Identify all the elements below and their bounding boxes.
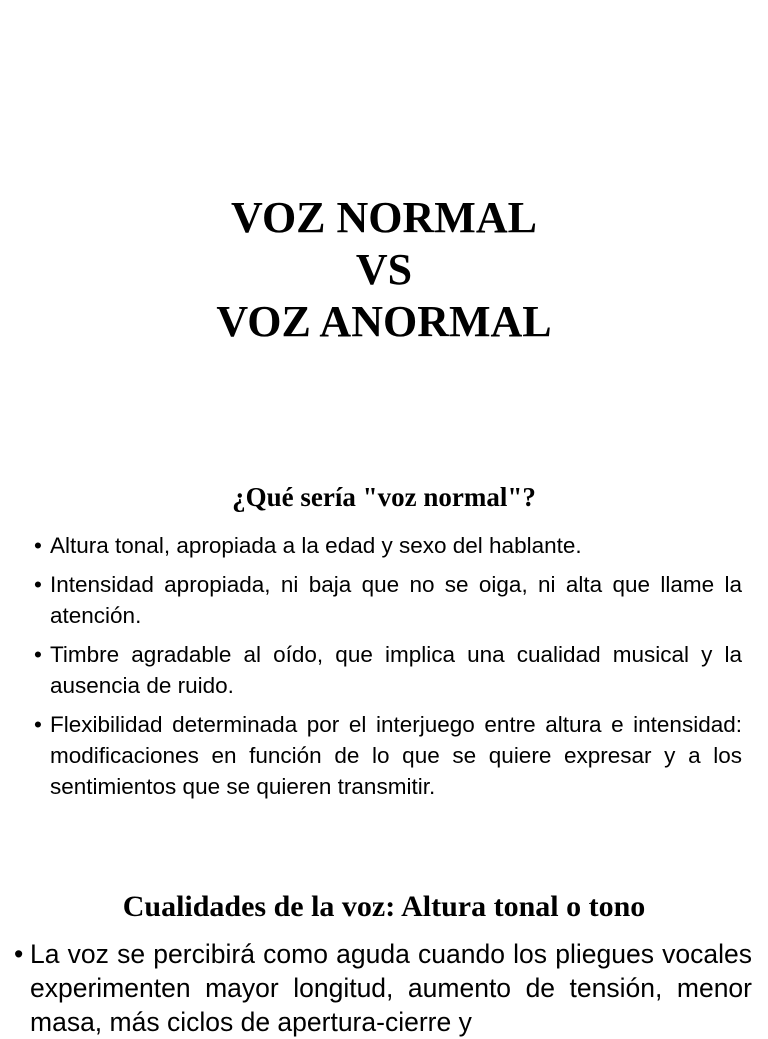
bullet-icon: • (34, 572, 42, 597)
title-line-2: VS (355, 245, 413, 294)
bullet-icon: • (34, 642, 42, 667)
bullet-text: Intensidad apropiada, ni baja que no se oiga, ni alta que llame la atención. (50, 572, 742, 628)
bullet-text: La voz se percibirá como aguda cuando los pliegues vocales experimenten mayor longitud, aumento de tensión, menor masa, más ciclos de apertura-cierre y (30, 939, 752, 1037)
bullet-item (34, 709, 742, 802)
section-heading-voz-normal: ¿Qué sería "voz normal"? (232, 482, 536, 512)
bullet-icon: • (34, 712, 42, 737)
bullet-text: Altura tonal, apropiada a la edad y sexo del hablante. (50, 533, 582, 558)
bullet-item (34, 639, 742, 701)
bullet-icon: • (14, 939, 24, 969)
bullet-item (34, 569, 742, 631)
bullet-text: Flexibilidad determinada por el interjuego entre altura e intensidad: modificaciones en función de lo que se quiere expresar y a los sentimientos que se quieren transmitir. (50, 712, 742, 799)
bullet-item (34, 530, 742, 561)
section-heading-altura-tonal: Cualidades de la voz: Altura tonal o tono (122, 890, 646, 923)
title-line-1: VOZ NORMAL (231, 193, 537, 242)
slide-title (0, 192, 768, 348)
bullet-list-voz-normal (34, 530, 742, 810)
bullet-text: Timbre agradable al oído, que implica una cualidad musical y la ausencia de ruido. (50, 642, 742, 698)
title-line-3: VOZ ANORMAL (216, 297, 552, 346)
bullet-icon: • (34, 533, 42, 558)
